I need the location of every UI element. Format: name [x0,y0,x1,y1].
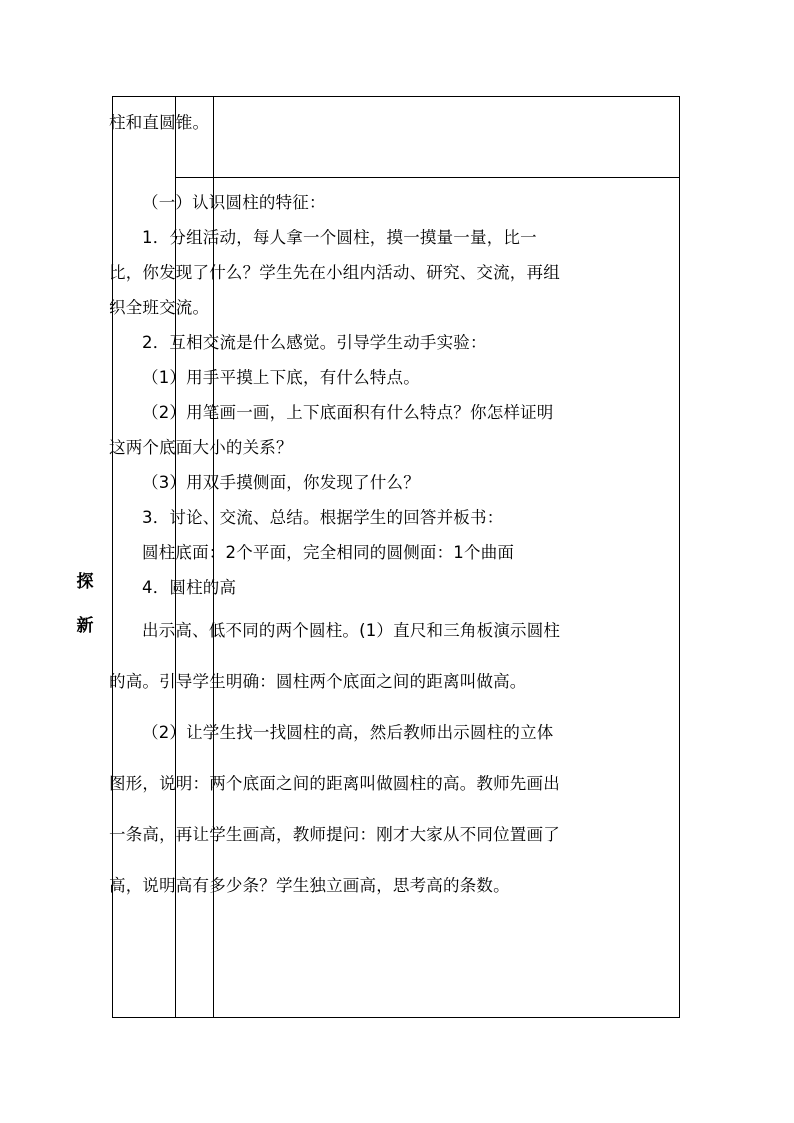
stage-label-char-2: 新 [76,616,94,636]
paragraph-8: 4．圆柱的高 [142,578,237,597]
stage-label [70,560,100,648]
row1-content-cell [109,105,561,140]
paragraph-7: 圆柱底面：2个平面，完全相同的圆侧面：1个曲面 [142,543,515,562]
section-heading: （一）认识圆柱的特征： [142,193,326,212]
paragraph-4: （2）用笔画一画，上下底面积有什么特点？你怎样证明这两个底面大小的关系？ [109,403,554,457]
row1-text: 柱和直圆锥。 [109,113,210,132]
paragraph-9: 出示高、低不同的两个圆柱。(1）直尺和三角板演示圆柱的高。引导学生明确：圆柱两个底面之间的距离叫做高。 [109,621,561,691]
paragraph-3: （1）用手平摸上下底，有什么特点。 [142,368,420,387]
stage-label-char-1: 探 [76,572,94,592]
paragraph-6: 3．讨论、交流、总结。根据学生的回答并板书： [142,508,504,527]
row-divider [175,177,679,178]
paragraph-5: （3）用双手摸侧面，你发现了什么？ [142,473,420,492]
paragraph-10: （2）让学生找一找圆柱的高，然后教师出示圆柱的立体图形，说明：两个底面之间的距离叫做圆柱的高。教师先画出一条高，再让学生画高，教师提问：刚才大家从不同位置画了高，说明高有多少条？学生独立画高，思考高的条数。 [109,723,560,895]
row2-content-cell [109,185,561,911]
paragraph-1: 1．分组活动，每人拿一个圆柱，摸一摸量一量，比一比，你发现了什么？学生先在小组内活动、研究、交流，再组织全班交流。 [109,228,560,317]
paragraph-2: 2．互相交流是什么感觉。引导学生动手实验： [142,333,487,352]
